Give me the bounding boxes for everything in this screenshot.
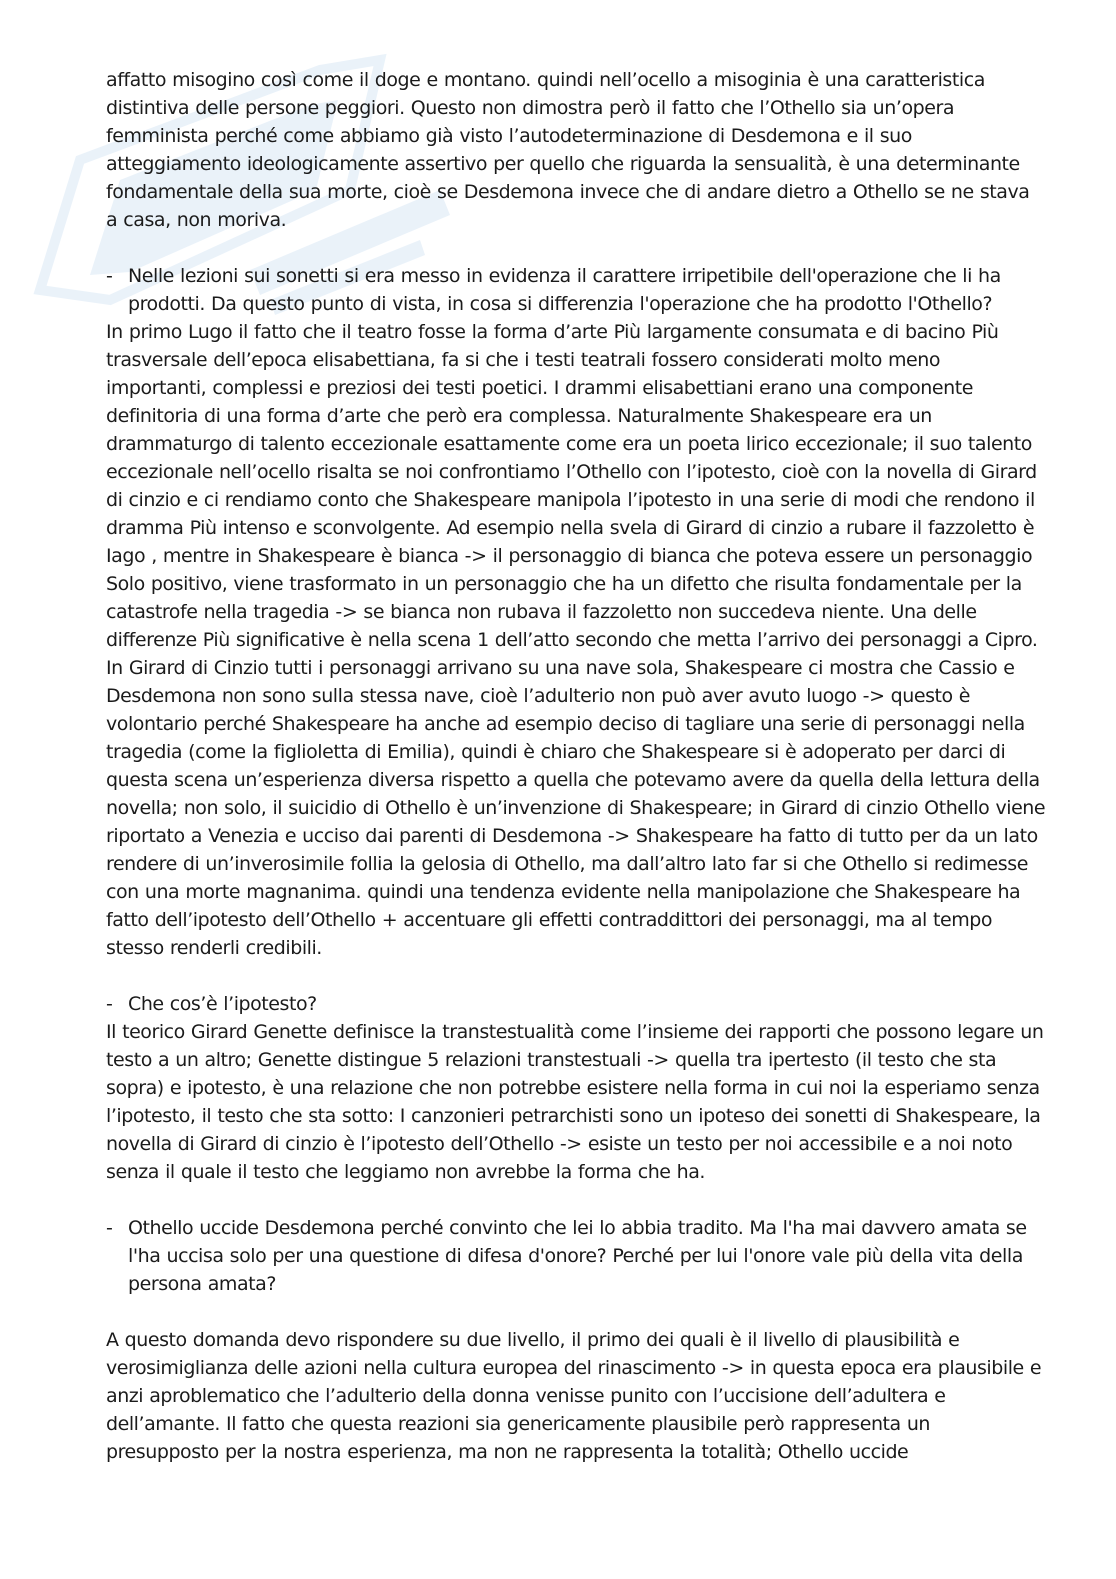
spacer (106, 1186, 1046, 1214)
answer-othello-love: A questo domanda devo rispondere su due livello, il primo dei quali è il livello di plausibilità e verosimiglianza delle azioni nella cultura europea del rinascimento -> in questa epoca era plausibile e anzi aproblematico che l’adulterio della donna venisse punito con l’uccisione dell’adultera e dell’amante. Il fatto che questa reazioni sia genericamente plausibile però rappresenta un presupposto per la nostra esperienza, ma non ne rappresenta la totalità; Othello uccide (106, 1329, 1042, 1463)
question-text: Che cos’è l’ipotesto? (128, 993, 317, 1015)
bullet-dash: - (106, 265, 113, 287)
question-text: Nelle lezioni sui sonetti si era messo in evidenza il carattere irripetibile dell'operazione che li ha prodotti. Da questo punto di vista, in cosa si differenzia l'operazione che ha prodotto l'Othello? (128, 265, 1001, 315)
paragraph-continuation: affatto misogino così come il doge e montano. quindi nell’ocello a misoginia è una caratteristica distintiva delle persone peggiori. Questo non dimostra però il fatto che l’Othello sia un’opera femminista perché come abbiamo già visto l’autodeterminazione di Desdemona e il suo atteggiamento ideologicamente assertivo per quello che riguarda la sensualità, è una determinante fondamentale della sua morte, cioè se Desdemona invece che di andare dietro a Othello se ne stava a casa, non moriva. (106, 69, 1030, 231)
document-body (106, 66, 1046, 1466)
question-sonnets (106, 262, 1046, 318)
spacer (106, 234, 1046, 262)
question-othello-love (106, 1214, 1046, 1298)
bullet-dash: - (106, 1217, 113, 1239)
question-text: Othello uccide Desdemona perché convinto che lei lo abbia tradito. Ma l'ha mai davvero amata se l'ha uccisa solo per una questione di difesa d'onore? Perché per lui l'onore vale più della vita della persona amata? (128, 1217, 1027, 1295)
spacer (106, 962, 1046, 990)
bullet-dash: - (106, 993, 113, 1015)
answer-sonnets: In primo Lugo il fatto che il teatro fosse la forma d’arte Più largamente consumata e di bacino Più trasversale dell’epoca elisabettiana, fa si che i testi teatrali fossero considerati molto meno importanti, complessi e preziosi dei testi poetici. I drammi elisabettiani erano una componente definitoria di una forma d’arte che però era complessa. Naturalmente Shakespeare era un drammaturgo di talento eccezionale esattamente come era un poeta lirico eccezionale; il suo talento eccezionale nell’ocello risalta se noi confrontiamo l’Othello con l’ipotesto, cioè con la novella di Girard di cinzio e ci rendiamo conto che Shakespeare manipola l’ipotesto in una serie di modi che rendono il dramma Più intenso e sconvolgente. Ad esempio nella svela di Girard di cinzio a rubare il fazzoletto è Iago , mentre in Shakespeare è bianca -> il personaggio di bianca che poteva essere un personaggio Solo positivo, viene trasformato in un personaggio che ha un difetto che risulta fondamentale per la catastrofe nella tragedia -> se bianca non rubava il fazzoletto non succedeva niente. Una delle differenze Più significative è nella scena 1 dell’atto secondo che metta l’arrivo dei personaggi a Cipro. In Girard di Cinzio tutti i personaggi arrivano su una nave sola, Shakespeare ci mostra che Cassio e Desdemona non sono sulla stessa nave, cioè l’adulterio non può aver avuto luogo -> questo è volontario perché Shakespeare ha anche ad esempio deciso di tagliare una serie di personaggi nella tragedia (come la figlioletta di Emilia), quindi è chiaro che Shakespeare si è adoperato per darci di questa scena un’esperienza diversa rispetto a quella che potevamo avere da quella della lettura della novella; non solo, il suicidio di Othello è un’invenzione di Shakespeare; in Girard di cinzio Othello viene riportato a Venezia e ucciso dai parenti di Desdemona -> Shakespeare ha fatto di tutto per da un lato rendere di un’inverosimile follia la gelosia di Othello, ma dall’altro lato far si che Othello si redimesse con una morte magnanima. quindi una tendenza evidente nella manipolazione che Shakespeare ha fatto dell’ipotesto dell’Othello + accentuare gli effetti contraddittori dei personaggi, ma al tempo stesso renderli credibili. (106, 321, 1046, 959)
spacer (106, 1298, 1046, 1326)
answer-ipotesto: Il teorico Girard Genette definisce la transtestualità come l’insieme dei rapporti che possono legare un testo a un altro; Genette distingue 5 relazioni transtestuali -> quella tra ipertesto (il testo che sta sopra) e ipotesto, è una relazione che non potrebbe esistere nella forma in cui noi la esperiamo senza l’ipotesto, il testo che sta sotto: I canzonieri petrarchisti sono un ipoteso dei sonetti di Shakespeare, la novella di Girard di cinzio è l’ipotesto dell’Othello -> esiste un testo per noi accessibile e a noi noto senza il quale il testo che leggiamo non avrebbe la forma che ha. (106, 1021, 1044, 1183)
question-ipotesto (106, 990, 1046, 1018)
